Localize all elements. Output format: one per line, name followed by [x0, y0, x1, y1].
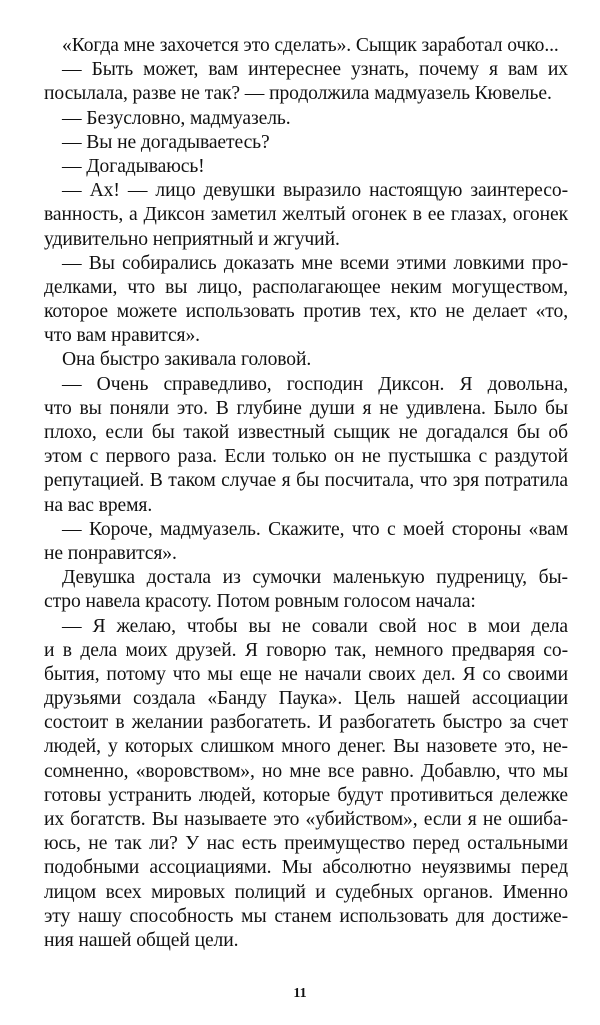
text-line: — Быть может, вам интереснее узнать, почему я вам их — [62, 59, 568, 81]
text-line: бытия, потому что мы еще не начали своих дел. Я со своими — [44, 663, 568, 685]
text-line: — Очень справедливо, господин Диксон. Я довольна, — [62, 373, 568, 395]
text-line: на вас время. — [44, 494, 153, 516]
text-line: — Безусловно, мадмуазель. — [62, 107, 291, 129]
text-line: сомненно, «воровством», но мне все равно. Добавлю, что мы — [44, 760, 568, 782]
text-line: что вам нравится». — [44, 325, 200, 347]
text-line: репутацией. В таком случае я бы посчитала, что зря потратила — [44, 470, 568, 492]
text-line: — Вы собирались доказать мне всеми этими ловкими про- — [62, 252, 568, 274]
page-number: 11 — [293, 986, 307, 1001]
book-page-text — [44, 34, 568, 953]
text-line: этом с первого раза. Если только он не пустышка с раздутой — [44, 446, 568, 468]
text-line: делками, что вы лицо, располагающее неким могуществом, — [44, 276, 568, 298]
text-line: их богатств. Вы называете это «убийством», если я не ошиба- — [44, 809, 568, 830]
text-line: и в дела моих друзей. Я говорю так, немного предваряя со- — [44, 639, 568, 661]
text-line: плохо, если бы такой известный сыщик не догадался бы об — [44, 422, 568, 443]
text-line: которое можете использовать против тех, кто не делает «то, — [44, 301, 568, 323]
text-line: эту нашу способность мы станем использовать для достиже- — [44, 905, 568, 927]
text-line: юсь, не так ли? У нас есть преимущество перед остальными — [44, 833, 568, 855]
text-line: ния нашей общей цели. — [44, 929, 239, 951]
text-line: людей, у которых слишком много денег. Вы назовете это, не- — [44, 736, 568, 758]
text-line: ванность, а Диксон заметил желтый огонек в ее глазах, огонек — [44, 204, 568, 226]
text-line: — Короче, мадмуазель. Скажите, что с моей стороны «вам — [62, 518, 568, 540]
text-line: состоит в желании разбогатеть. И разбогатеть быстро за счет — [44, 712, 568, 734]
text-line: «Когда мне захочется это сделать». Сыщик заработал очко... — [62, 35, 559, 56]
text-line: посылала, разве не так? — продолжила мадмуазель Кювелье. — [44, 83, 552, 105]
text-line: Девушка достала из сумочки маленькую пудреницу, бы- — [62, 567, 568, 589]
text-line: — Вы не догадываетесь? — [62, 131, 270, 153]
text-line: — Ах! — лицо девушки выразило настоящую заинтересо- — [62, 180, 568, 202]
text-line: не понравится». — [44, 542, 177, 564]
text-line: лицом всех мировых полиций и судебных органов. Именно — [44, 881, 568, 903]
text-line: Она быстро закивала головой. — [62, 349, 312, 371]
text-line: — Я желаю, чтобы вы не совали свой нос в мои дела — [62, 615, 568, 637]
text-line: удивительно неприятный и жгучий. — [44, 228, 340, 250]
text-line: стро навела красоту. Потом ровным голосом начала: — [44, 591, 476, 613]
text-line: готовы устранить людей, которые будут противиться дележке — [44, 784, 568, 806]
text-line: друзьями создала «Банду Паука». Цель нашей ассоциации — [44, 688, 568, 710]
text-line: подобными ассоциациями. Мы абсолютно неуязвимы перед — [44, 857, 568, 879]
text-line: — Догадываюсь! — [62, 155, 205, 177]
text-line: что вы поняли это. В глубине души я не удивлена. Было бы — [44, 397, 568, 419]
